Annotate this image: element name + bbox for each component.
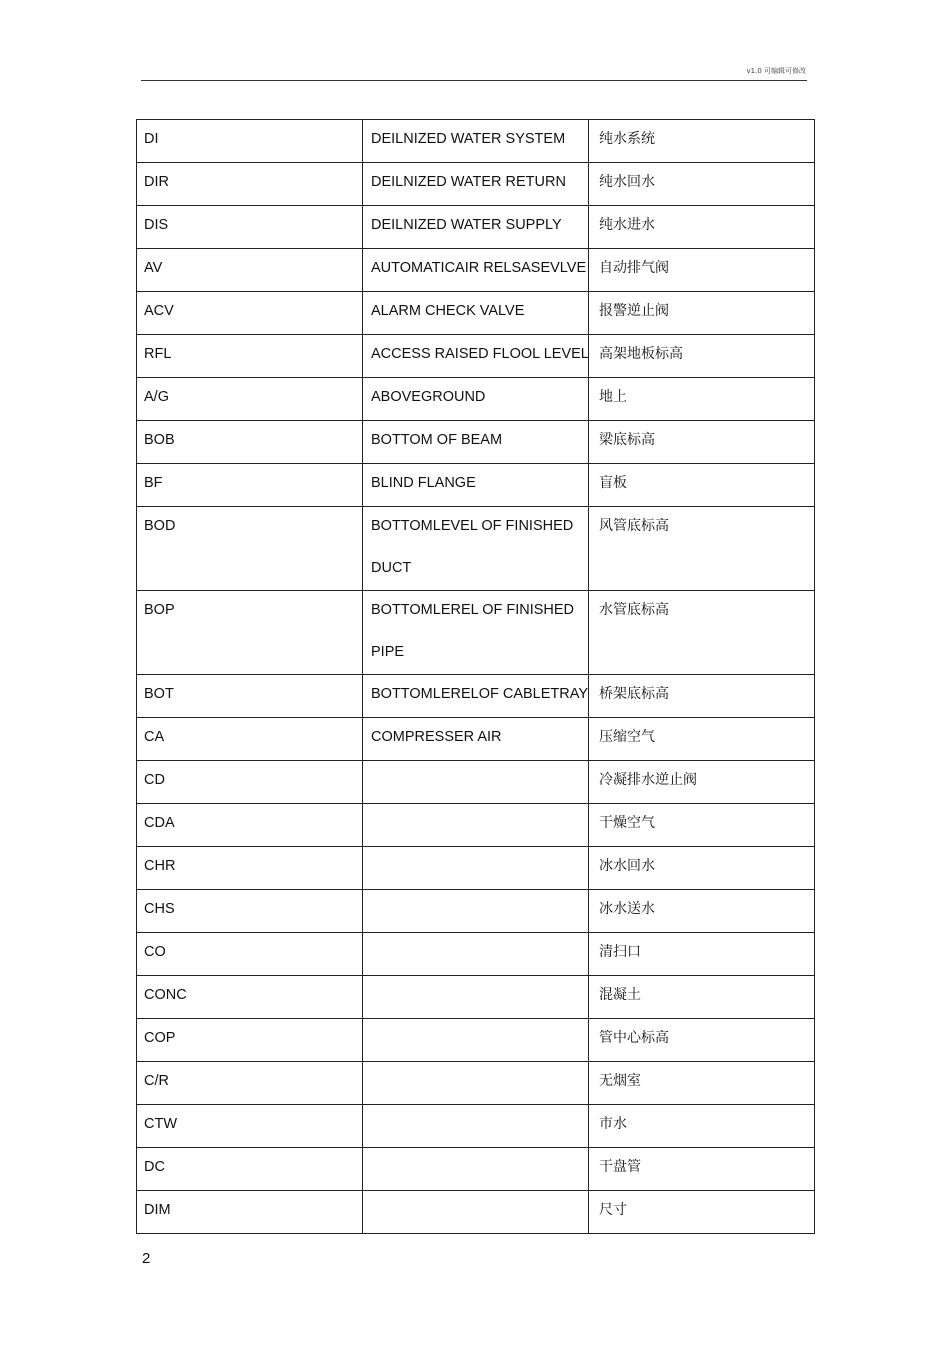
abbr-text: CHR [144,858,176,874]
english-cell [363,1019,589,1062]
english-cell [363,890,589,933]
chinese-cell [589,335,815,378]
abbr-cell [137,718,363,761]
chinese-text: 高架地板标高 [599,346,683,362]
english-text: DEILNIZED WATER SYSTEM [371,131,566,147]
abbr-cell [137,1019,363,1062]
chinese-cell [589,120,815,163]
english-text [363,890,588,900]
chinese-cell [589,1148,815,1191]
chinese-text: 冰水送水 [599,901,655,917]
abbreviation-table [136,119,815,1234]
chinese-text: 市水 [599,1116,627,1132]
english-cell [363,206,589,249]
abbr-cell [137,335,363,378]
chinese-text: 干燥空气 [599,815,655,831]
table-row [137,675,815,718]
chinese-text: 水管底标高 [599,602,669,618]
abbr-cell [137,120,363,163]
abbr-text: RFL [144,346,172,362]
english-text [363,1105,588,1115]
abbr-cell [137,292,363,335]
english-text [363,1019,588,1029]
english-text: BOTTOMLEREL OF FINISHED PIPE [371,602,575,660]
abbr-cell [137,761,363,804]
table-row [137,378,815,421]
table-row [137,1191,815,1234]
chinese-cell [589,591,815,675]
english-text [363,1148,588,1158]
chinese-cell [589,1105,815,1148]
chinese-cell [589,976,815,1019]
english-cell [363,378,589,421]
english-cell [363,933,589,976]
chinese-cell [589,292,815,335]
abbr-cell [137,890,363,933]
english-text: BOTTOMLERELOF CABLETRAY [371,686,589,702]
table-row [137,1062,815,1105]
chinese-cell [589,206,815,249]
abbr-cell [137,1062,363,1105]
table-row [137,120,815,163]
abbr-text: CDA [144,815,175,831]
table-row [137,1105,815,1148]
english-cell [363,120,589,163]
abbr-cell [137,675,363,718]
abbr-cell [137,421,363,464]
table-row [137,591,815,675]
table-row [137,847,815,890]
english-text [363,933,588,943]
abbr-text: AV [144,260,163,276]
chinese-cell [589,933,815,976]
chinese-cell [589,675,815,718]
abbr-text: CO [144,944,166,960]
english-cell [363,421,589,464]
abbr-text: COP [144,1030,176,1046]
english-cell [363,761,589,804]
abbr-text: ACV [144,303,174,319]
english-text: BOTTOM OF BEAM [371,432,503,448]
abbr-text: DI [144,131,159,147]
table-row [137,206,815,249]
chinese-text: 纯水进水 [599,217,655,233]
english-text: ALARM CHECK VALVE [371,303,525,319]
english-cell [363,1062,589,1105]
english-cell [363,1148,589,1191]
page-number: 2 [142,1250,151,1267]
chinese-text: 尺寸 [599,1202,627,1218]
table-row [137,890,815,933]
chinese-text: 梁底标高 [599,432,655,448]
english-text [363,1062,588,1072]
chinese-cell [589,761,815,804]
chinese-text: 清扫口 [599,944,641,960]
english-cell [363,1105,589,1148]
abbr-text: DIM [144,1202,171,1218]
chinese-cell [589,1019,815,1062]
abbr-text: BOD [144,518,176,534]
table-row [137,335,815,378]
header-version-note: v1.0 可编辑可修改 [746,67,806,75]
english-text [363,976,588,986]
abbr-text: DIS [144,217,169,233]
english-cell [363,249,589,292]
english-text: BLIND FLANGE [371,475,476,491]
chinese-cell [589,1062,815,1105]
chinese-cell [589,1191,815,1234]
abbr-text: CTW [144,1116,178,1132]
abbr-cell [137,847,363,890]
abbr-cell [137,507,363,591]
chinese-text: 管中心标高 [599,1030,669,1046]
chinese-text: 盲板 [599,475,627,491]
chinese-cell [589,847,815,890]
english-text: AUTOMATICAIR RELSASEVLVE [371,260,587,276]
english-text [363,804,588,814]
abbr-cell [137,249,363,292]
table-row [137,933,815,976]
english-text [363,1191,588,1201]
chinese-text: 报警逆止阀 [599,303,669,319]
table-row [137,464,815,507]
english-text: ABOVEGROUND [371,389,486,405]
english-cell [363,976,589,1019]
abbr-text: CD [144,772,165,788]
chinese-cell [589,890,815,933]
chinese-cell [589,421,815,464]
english-cell [363,163,589,206]
chinese-cell [589,464,815,507]
english-text: ACCESS RAISED FLOOL LEVEL [371,346,589,362]
chinese-text: 冷凝排水逆止阀 [599,772,697,788]
table-row [137,292,815,335]
table-row [137,976,815,1019]
abbr-cell [137,976,363,1019]
table-row [137,507,815,591]
table-row [137,804,815,847]
english-cell [363,675,589,718]
abbr-cell [137,163,363,206]
abbr-cell [137,933,363,976]
abbr-cell [137,1105,363,1148]
chinese-text: 压缩空气 [599,729,655,745]
chinese-text: 纯水回水 [599,174,655,190]
abbr-cell [137,1191,363,1234]
abbr-text: DIR [144,174,169,190]
abbr-cell [137,1148,363,1191]
abbr-text: A/G [144,389,169,405]
english-cell [363,1191,589,1234]
abbr-cell [137,804,363,847]
chinese-cell [589,163,815,206]
english-cell [363,292,589,335]
english-text: COMPRESSER AIR [371,729,502,745]
english-text: DEILNIZED WATER RETURN [371,174,566,190]
chinese-text: 干盘管 [599,1159,641,1175]
table-row [137,1019,815,1062]
abbr-text: DC [144,1159,165,1175]
header-rule [141,80,807,81]
chinese-text: 桥架底标高 [599,686,669,702]
english-cell [363,847,589,890]
chinese-text: 无烟室 [599,1073,641,1089]
abbr-text: BF [144,475,163,491]
table-row [137,421,815,464]
english-cell [363,335,589,378]
table-row [137,249,815,292]
chinese-text: 地上 [599,389,627,405]
chinese-text: 混凝土 [599,987,641,1003]
english-text [363,761,588,771]
abbr-cell [137,591,363,675]
chinese-text: 冰水回水 [599,858,655,874]
english-text: BOTTOMLEVEL OF FINISHED DUCT [371,518,574,576]
english-cell [363,464,589,507]
table-row [137,163,815,206]
abbr-cell [137,378,363,421]
chinese-cell [589,249,815,292]
table-row [137,761,815,804]
chinese-text: 纯水系统 [599,131,655,147]
abbr-text: BOB [144,432,175,448]
abbr-text: BOT [144,686,174,702]
abbr-cell [137,464,363,507]
abbr-text: CONC [144,987,187,1003]
chinese-text: 自动排气阀 [599,260,669,276]
chinese-cell [589,804,815,847]
english-cell [363,591,589,675]
english-text [363,847,588,857]
chinese-cell [589,378,815,421]
abbr-cell [137,206,363,249]
table-row [137,718,815,761]
english-text: DEILNIZED WATER SUPPLY [371,217,562,233]
chinese-text: 风管底标高 [599,518,669,534]
abbr-text: BOP [144,602,175,618]
english-cell [363,718,589,761]
english-cell [363,804,589,847]
chinese-cell [589,507,815,591]
table-row [137,1148,815,1191]
chinese-cell [589,718,815,761]
abbr-text: CHS [144,901,175,917]
english-cell [363,507,589,591]
abbr-text: C/R [144,1073,169,1089]
abbr-text: CA [144,729,165,745]
